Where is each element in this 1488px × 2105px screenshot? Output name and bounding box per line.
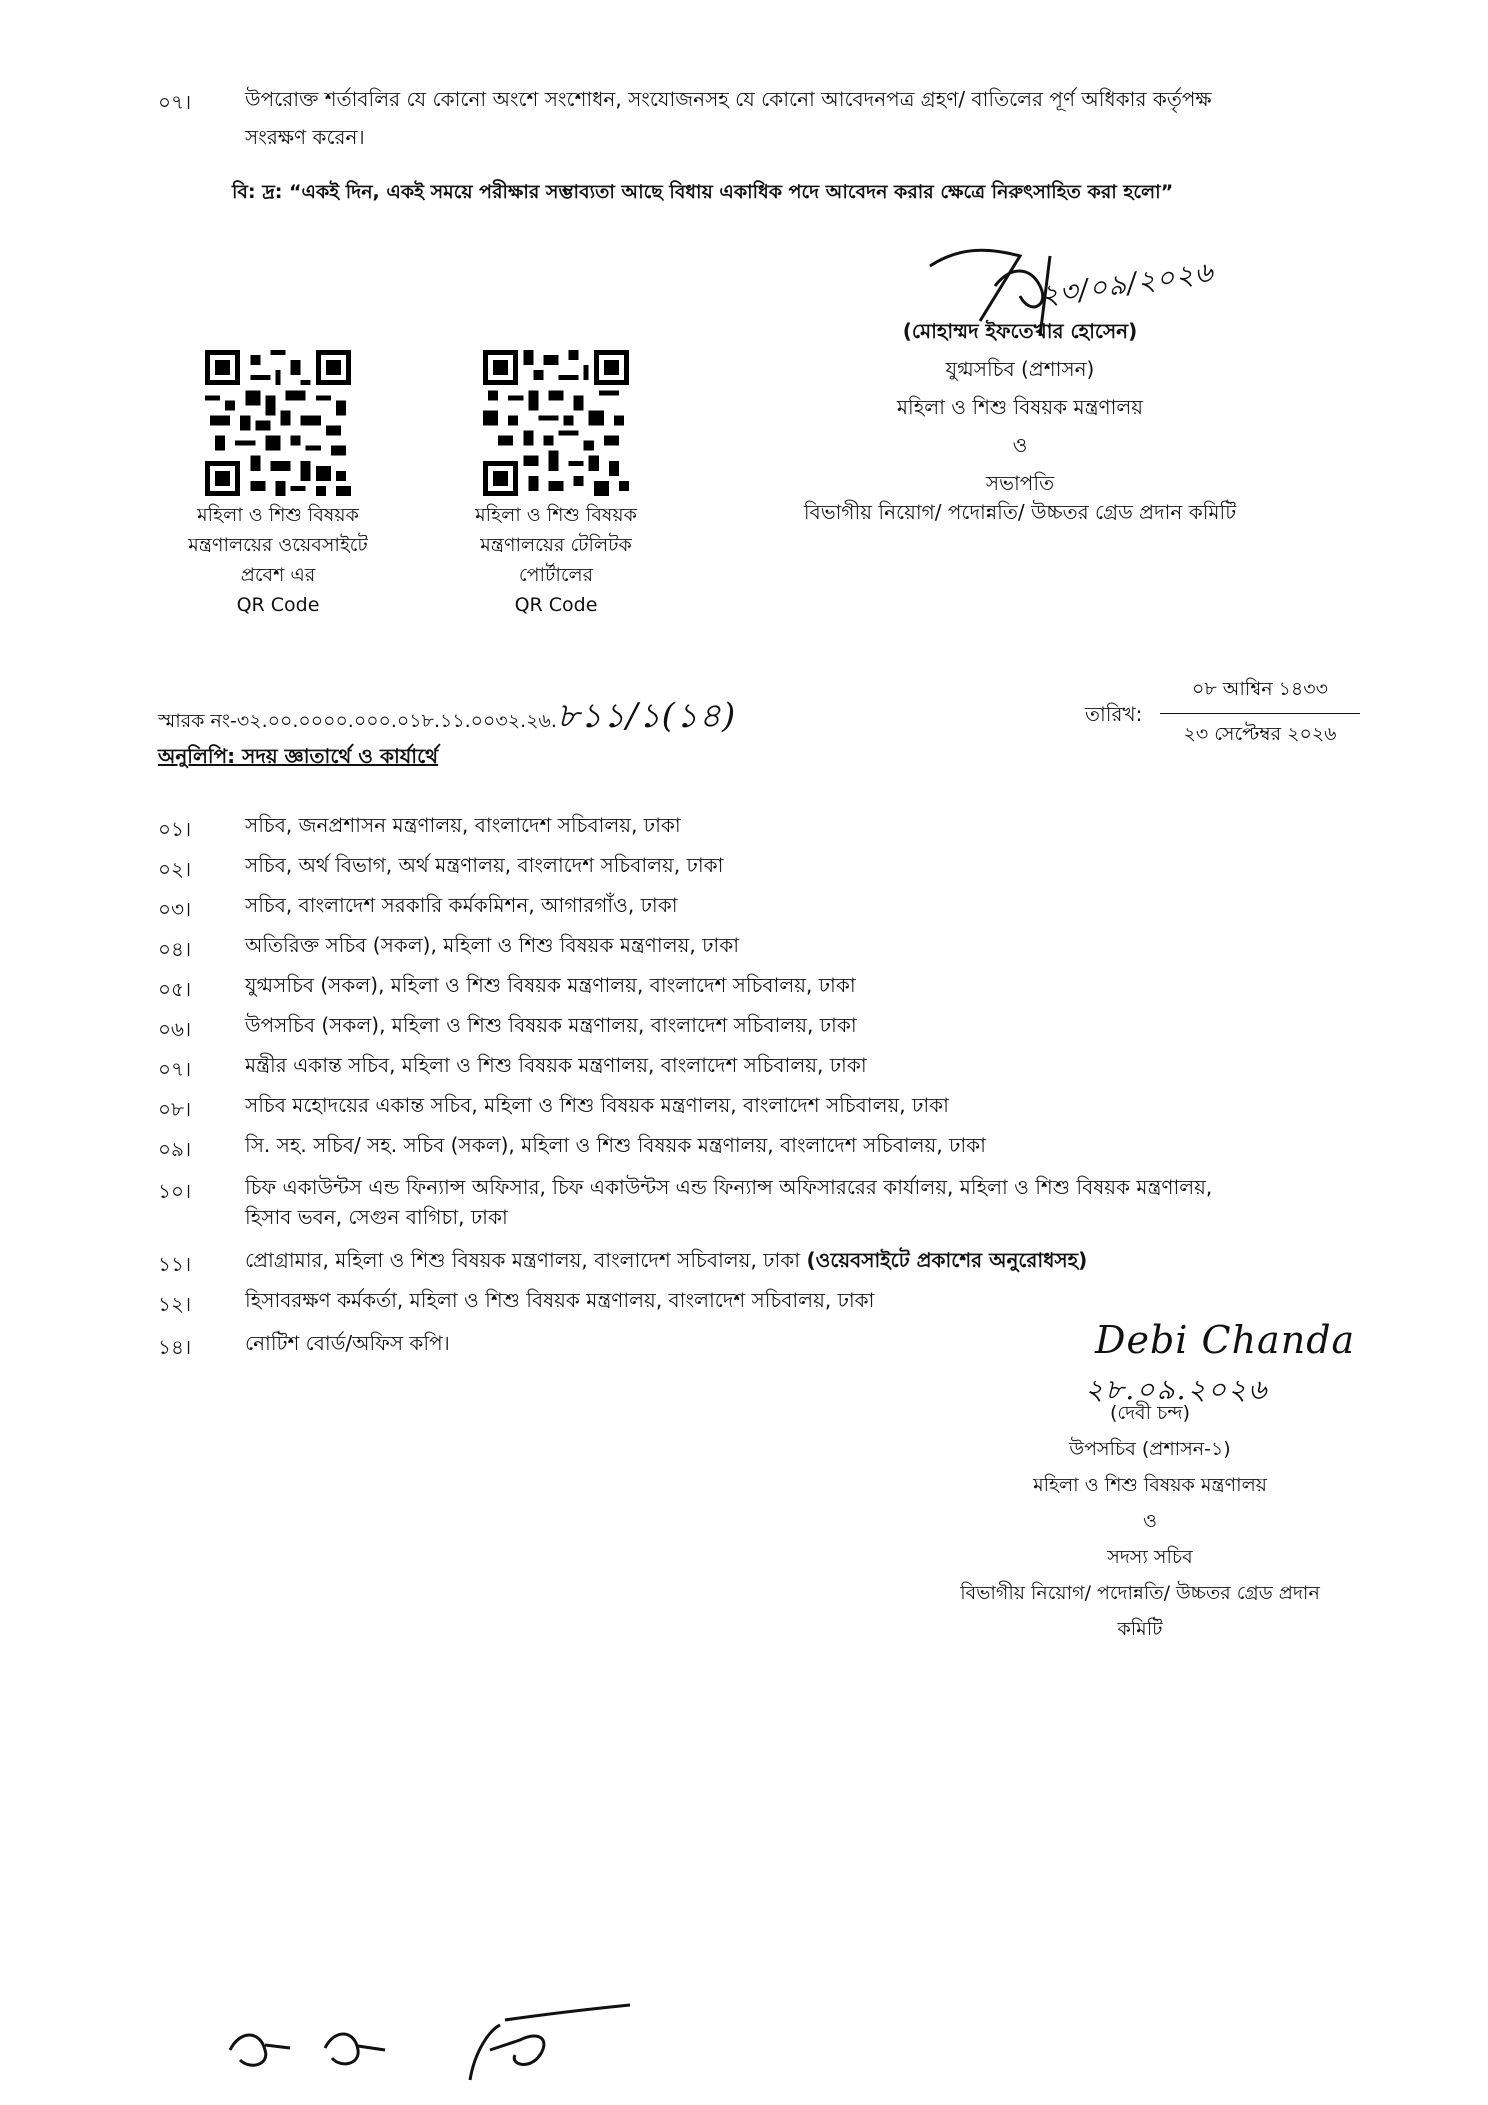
copy-item-text: উপসচিব (সকল), মহিলা ও শিশু বিষয়ক মন্ত্রণালয়, বাংলাদেশ সচিবালয়, ঢাকা	[245, 1013, 857, 1037]
clause-line-2: সংরক্ষণ করেন।	[245, 125, 365, 149]
clause-number: ০৭।	[158, 90, 192, 114]
note-text: বি: দ্র: “একই দিন, একই সময়ে পরীক্ষার সম্ভাব্যতা আছে বিধায় একাধিক পদে আবেদন করার ক্ষেত্রে নিরুৎসাহিত করা হলো”	[232, 181, 1174, 203]
qr-code-website[interactable]	[205, 350, 351, 496]
copy-heading: অনুলিপি: সদয় জ্ঞাতার্থে ও কার্যার্থে	[158, 744, 439, 768]
date-bangla: ০৮ আশ্বিন ১৪৩৩	[1160, 675, 1360, 714]
date-english: ২৩ সেপ্টেম্বর ২০২৬	[1183, 723, 1337, 745]
signatory-2-block-lower	[940, 1467, 1360, 1575]
qr-caption-teletalk-line-2: মন্ত্রণালয়ের টেলিটক	[480, 534, 632, 556]
bottom-initials	[220, 2010, 640, 2090]
qr-code-teletalk[interactable]	[483, 350, 629, 496]
copy-item-text: সচিব, বাংলাদেশ সরকারি কর্মকমিশন, আগারগাঁও, ঢাকা	[245, 893, 678, 917]
signatory-2-name: (দেবী চন্দ)	[1109, 1402, 1191, 1424]
clause-text	[245, 84, 1375, 152]
signatory-2-designation: উপসচিব (প্রশাসন-১)	[1069, 1438, 1231, 1460]
qr-caption-teletalk	[436, 500, 676, 620]
copy-item-text: সচিব, জনপ্রশাসন মন্ত্রণালয়, বাংলাদেশ সচিবালয়, ঢাকা	[245, 813, 681, 837]
copy-item-text	[245, 1245, 1087, 1275]
copy-item-number: ১০।	[158, 1179, 192, 1203]
signatory-2-role: সদস্য সচিব	[1107, 1546, 1193, 1568]
copy-item-number: ০৩।	[158, 897, 192, 921]
copy-item-number: ০৬।	[158, 1017, 192, 1041]
signatory-1-and: ও	[1012, 433, 1028, 457]
signature-2-date: ২৮.০৯.২০২৬	[1085, 1373, 1269, 1406]
copy-item-text: সি. সহ. সচিব/ সহ. সচিব (সকল), মহিলা ও শিশু বিষয়ক মন্ত্রণালয়, বাংলাদেশ সচিবালয়, ঢাকা	[245, 1133, 986, 1157]
copy-item-text: সচিব, অর্থ বিভাগ, অর্থ মন্ত্রণালয়, বাংলাদেশ সচিবালয়, ঢাকা	[245, 853, 724, 877]
copy-item-text: সচিব মহোদয়ের একান্ত সচিব, মহিলা ও শিশু বিষয়ক মন্ত্রণালয়, বাংলাদেশ সচিবালয়, ঢাকা	[245, 1093, 949, 1117]
copy-item-number: ০৪।	[158, 937, 192, 961]
copy-item-number: ১৪।	[158, 1335, 192, 1359]
copy-item-text-bold: (ওয়েবসাইটে প্রকাশের অনুরোধসহ)	[806, 1248, 1088, 1272]
date-block	[1160, 675, 1360, 752]
copy-item-number: ০৮।	[158, 1097, 192, 1121]
copy-item-text-line-2: হিসাব ভবন, সেগুন বাগিচা, ঢাকা	[245, 1205, 508, 1229]
copy-item-number: ০১।	[158, 817, 192, 841]
copy-item-text-line-1: চিফ একাউন্টস এন্ড ফিন্যান্স অফিসার, চিফ একাউন্টস এন্ড ফিন্যান্স অফিসাররের কার্যালয়, মহিলা ও শিশু বিষয়ক মন্ত্রণালয়,	[245, 1175, 1213, 1199]
signature-2: Debi Chanda	[1095, 1318, 1356, 1362]
date-label: তারিখ:	[1085, 702, 1143, 726]
qr-caption-website-line-3: প্রবেশ এর	[240, 564, 316, 586]
signature-1-date: ২৩/০৯/২০২৬	[1038, 255, 1216, 313]
copy-item-text-main: প্রোগ্রামার, মহিলা ও শিশু বিষয়ক মন্ত্রণালয়, বাংলাদেশ সচিবালয়, ঢাকা	[245, 1248, 807, 1272]
signatory-1-role: সভাপতি	[985, 471, 1055, 495]
copy-item-text: যুগ্মসচিব (সকল), মহিলা ও শিশু বিষয়ক মন্ত্রণালয়, বাংলাদেশ সচিবালয়, ঢাকা	[245, 973, 856, 997]
copy-item-number: ১১।	[158, 1252, 192, 1276]
copy-item-number: ১২।	[158, 1292, 192, 1316]
signatory-1-ministry: মহিলা ও শিশু বিষয়ক মন্ত্রণালয়	[896, 395, 1144, 419]
copy-item-text	[245, 1172, 1375, 1232]
signatory-2-block	[1000, 1395, 1300, 1467]
memo-number: স্মারক নং-৩২.০০.০০০০.০০০.০১৮.১১.০০৩২.২৬.	[158, 710, 557, 732]
memo-handwritten-number: ৮১১/১(১৪)	[556, 696, 737, 736]
signatory-1-block	[790, 312, 1250, 502]
qr-caption-website-line-4: QR Code	[236, 594, 320, 616]
signatory-2-and: ও	[1143, 1510, 1157, 1532]
copy-item-text: হিসাবরক্ষণ কর্মকর্তা, মহিলা ও শিশু বিষয়ক মন্ত্রণালয়, বাংলাদেশ সচিবালয়, ঢাকা	[245, 1288, 875, 1312]
qr-caption-teletalk-line-1: মহিলা ও শিশু বিষয়ক	[475, 504, 637, 526]
copy-item-text: মন্ত্রীর একান্ত সচিব, মহিলা ও শিশু বিষয়ক মন্ত্রণালয়, বাংলাদেশ সচিবালয়, ঢাকা	[245, 1053, 867, 1077]
clause-line-1: উপরোক্ত শর্তাবলির যে কোনো অংশে সংশোধন, সংযোজনসহ যে কোনো আবেদনপত্র গ্রহণ/ বাতিলের পূর্ণ অধিকার কর্তৃপক্ষ	[245, 87, 1212, 111]
signatory-1-committee: বিভাগীয় নিয়োগ/ পদোন্নতি/ উচ্চতর গ্রেড প্রদান কমিটি	[803, 500, 1237, 524]
qr-caption-website-line-1: মহিলা ও শিশু বিষয়ক	[197, 504, 359, 526]
signatory-2-committee-line-2: কমিটি	[1117, 1618, 1163, 1640]
qr-caption-teletalk-line-3: পোর্টালের	[518, 564, 594, 586]
qr-caption-website	[158, 500, 398, 620]
signatory-2-committee	[880, 1575, 1400, 1647]
qr-caption-teletalk-line-4: QR Code	[514, 594, 598, 616]
copy-item-number: ০৫।	[158, 977, 192, 1001]
signatory-2-committee-line-1: বিভাগীয় নিয়োগ/ পদোন্নতি/ উচ্চতর গ্রেড প্রদান	[960, 1582, 1320, 1604]
qr-caption-website-line-2: মন্ত্রণালয়ের ওয়েবসাইটে	[188, 534, 368, 556]
copy-item-text: নোটিশ বোর্ড/অফিস কপি।	[245, 1331, 450, 1355]
copy-item-text: অতিরিক্ত সচিব (সকল), মহিলা ও শিশু বিষয়ক মন্ত্রণালয়, ঢাকা	[245, 933, 740, 957]
signatory-2-ministry: মহিলা ও শিশু বিষয়ক মন্ত্রণালয়	[1033, 1474, 1267, 1496]
copy-item-number: ০৯।	[158, 1137, 192, 1161]
signatory-1-designation: যুগ্মসচিব (প্রশাসন)	[945, 357, 1095, 381]
copy-item-number: ০৭।	[158, 1057, 192, 1081]
copy-item-number: ০২।	[158, 857, 192, 881]
signatory-1-name: (মোহাম্মদ ইফতেখার হোসেন)	[902, 319, 1138, 343]
memo-reference	[158, 690, 736, 747]
